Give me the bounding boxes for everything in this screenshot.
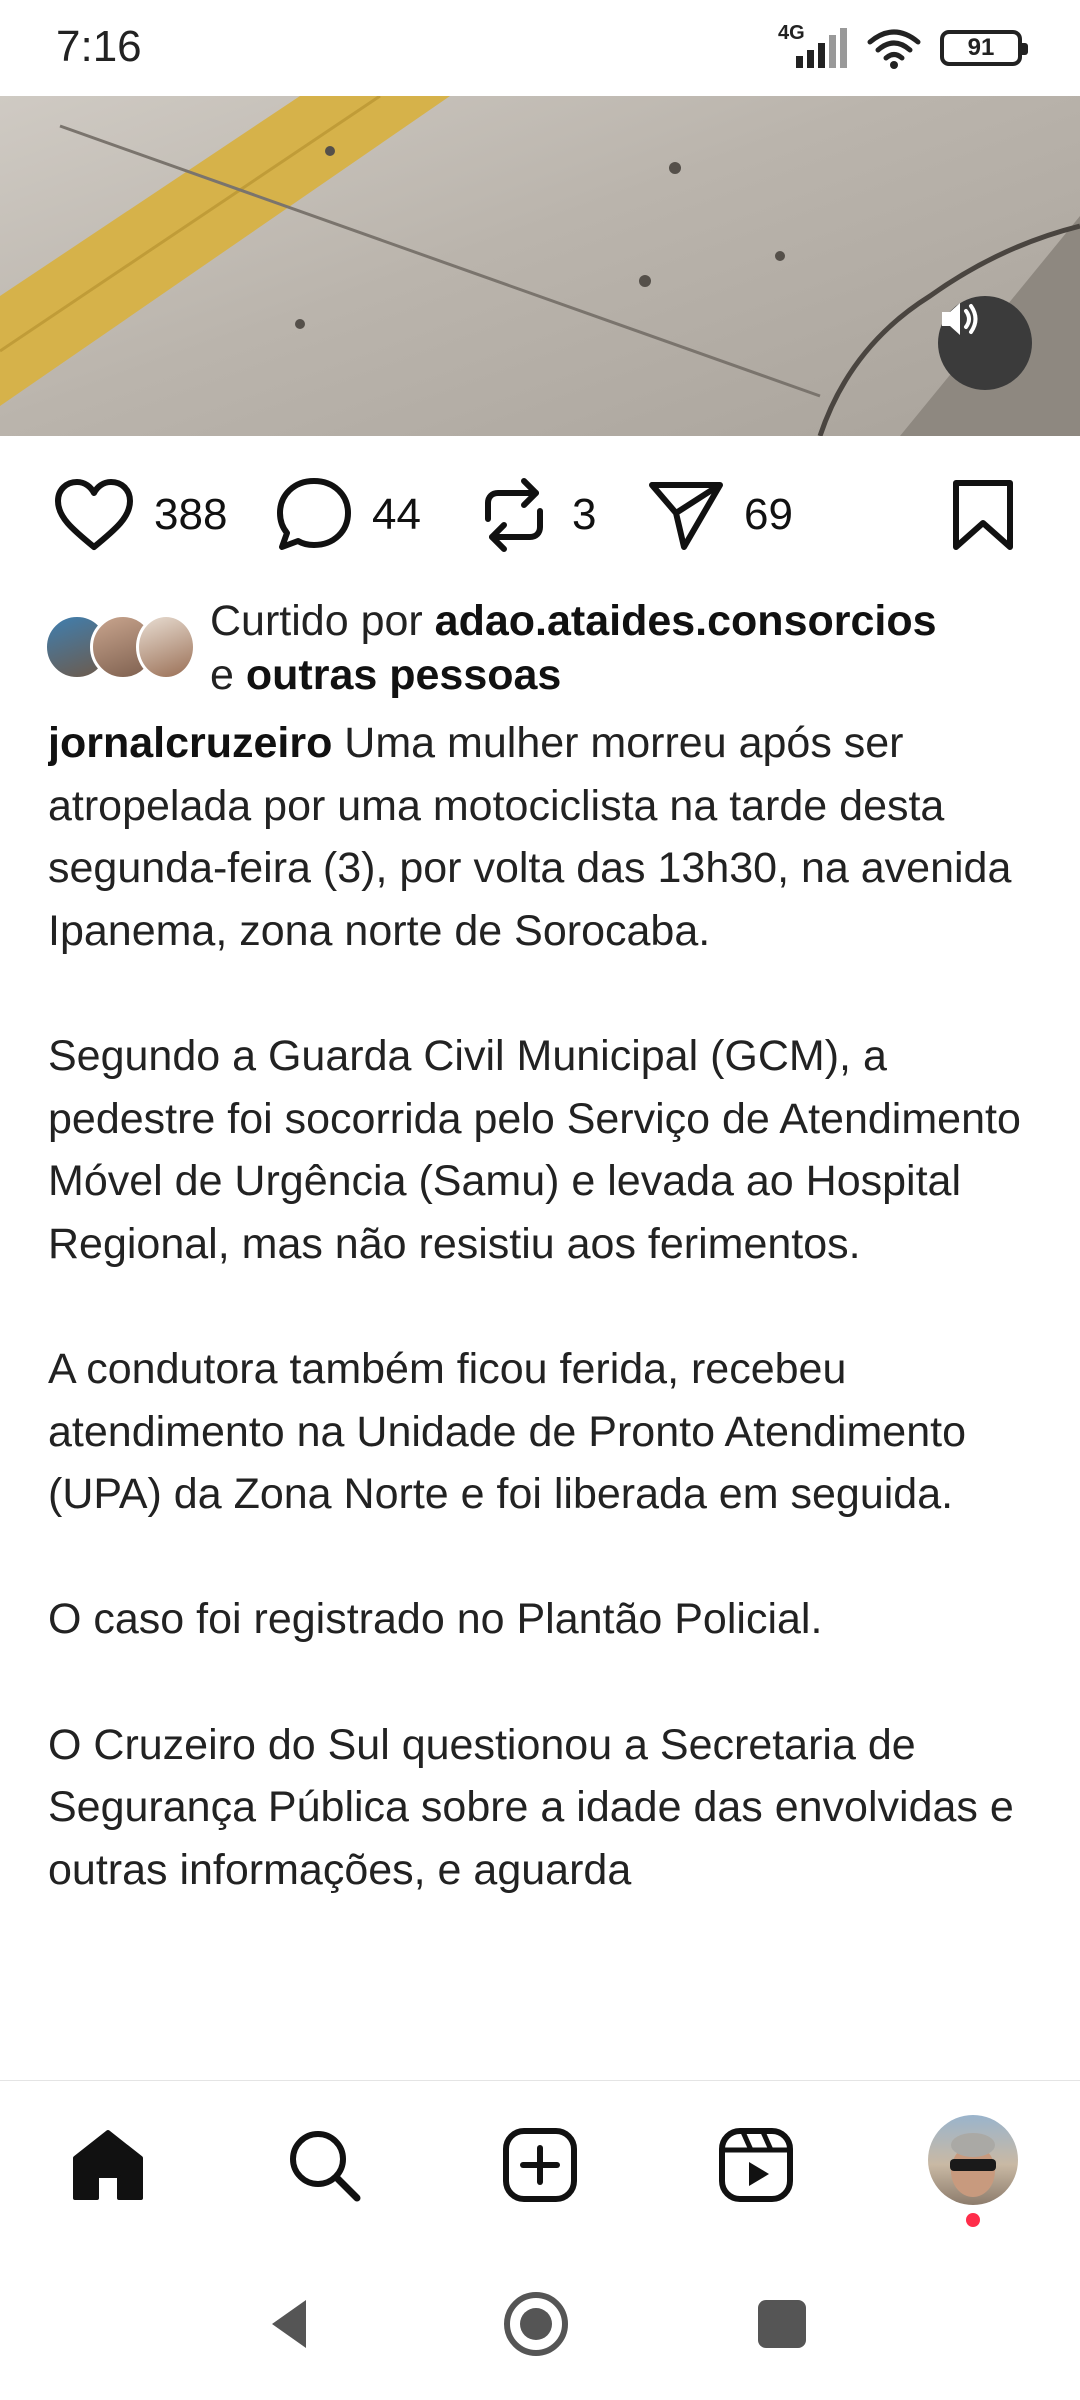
system-back-button[interactable] xyxy=(250,2284,330,2364)
bookmark-icon xyxy=(950,477,1016,553)
system-home-button[interactable] xyxy=(496,2284,576,2364)
status-icons xyxy=(778,22,1022,70)
home-icon xyxy=(69,2126,147,2204)
network-type: 4G xyxy=(778,22,805,44)
search-icon xyxy=(285,2126,363,2204)
cellular-signal-icon xyxy=(778,22,848,70)
create-icon xyxy=(501,2126,579,2204)
caption-text: Uma mulher morreu após ser atropelada por uma motociclista na tarde desta segunda-feira (3), por volta das 13h30, na avenida Ipanema, zona norte de Sorocaba. Segundo a Guarda Civil Municipal (GCM), a pedestre foi socorrida pelo Serviço de Atendimento Móvel de Urgência (Samu) e levada ao Hospital Regional, mas não resistiu aos ferimentos. A condutora também ficou ferida, recebeu atendimento na Unidade de Pronto Atendimento (UPA) da Zona Norte e foi liberada em seguida. O caso foi registrado no Plantão Policial. O Cruzeiro do Sul questionou a Secretaria de Segurança Pública sobre a idade das envolvidas e outras informações, e aguarda xyxy=(48,719,1021,1894)
notification-dot xyxy=(966,2213,980,2227)
caption-username[interactable]: jornalcruzeiro xyxy=(48,719,333,767)
share-count: 69 xyxy=(744,490,793,539)
liked-by-others[interactable]: outras pessoas xyxy=(245,651,562,699)
post-media[interactable] xyxy=(0,96,1080,436)
liked-by-connector: e xyxy=(210,651,246,699)
battery-level: 91 xyxy=(967,34,995,61)
comment-button[interactable] xyxy=(274,460,421,570)
post-actions xyxy=(0,460,1080,570)
mute-toggle-button[interactable] xyxy=(938,296,1032,390)
send-icon xyxy=(646,477,726,553)
nav-search[interactable] xyxy=(284,2125,364,2205)
back-icon xyxy=(260,2294,320,2354)
reels-icon xyxy=(717,2126,795,2204)
battery-indicator xyxy=(940,30,1022,66)
speaker-icon xyxy=(938,296,984,342)
repost-icon xyxy=(478,475,550,555)
repost-button[interactable] xyxy=(478,460,596,570)
recents-icon xyxy=(754,2296,810,2352)
liker-avatars xyxy=(44,614,194,686)
heart-icon xyxy=(52,477,136,553)
nav-reels[interactable] xyxy=(716,2125,796,2205)
liked-by-prefix: Curtido por xyxy=(210,597,435,645)
home-circle-icon xyxy=(501,2289,571,2359)
like-count: 388 xyxy=(154,490,228,539)
bottom-nav xyxy=(0,2080,1080,2241)
nav-home[interactable] xyxy=(68,2125,148,2205)
share-button[interactable] xyxy=(646,460,793,570)
liked-by-user[interactable]: adao.ataides.consorcios xyxy=(434,597,937,645)
liked-by-text xyxy=(210,594,937,702)
wifi-icon xyxy=(866,26,922,70)
comment-count: 44 xyxy=(372,490,421,539)
save-button[interactable] xyxy=(950,460,1016,570)
system-recents-button[interactable] xyxy=(742,2284,822,2364)
nav-create[interactable] xyxy=(500,2125,580,2205)
status-bar xyxy=(0,0,1080,96)
like-button[interactable] xyxy=(52,460,227,570)
profile-avatar[interactable] xyxy=(928,2115,1018,2205)
status-time: 7:16 xyxy=(56,22,142,71)
comment-icon xyxy=(274,475,354,555)
repost-count: 3 xyxy=(572,490,597,539)
post-caption xyxy=(48,712,1038,2074)
liked-by-row[interactable] xyxy=(44,594,1044,704)
system-nav-bar xyxy=(0,2240,1080,2400)
avatar xyxy=(136,614,196,680)
